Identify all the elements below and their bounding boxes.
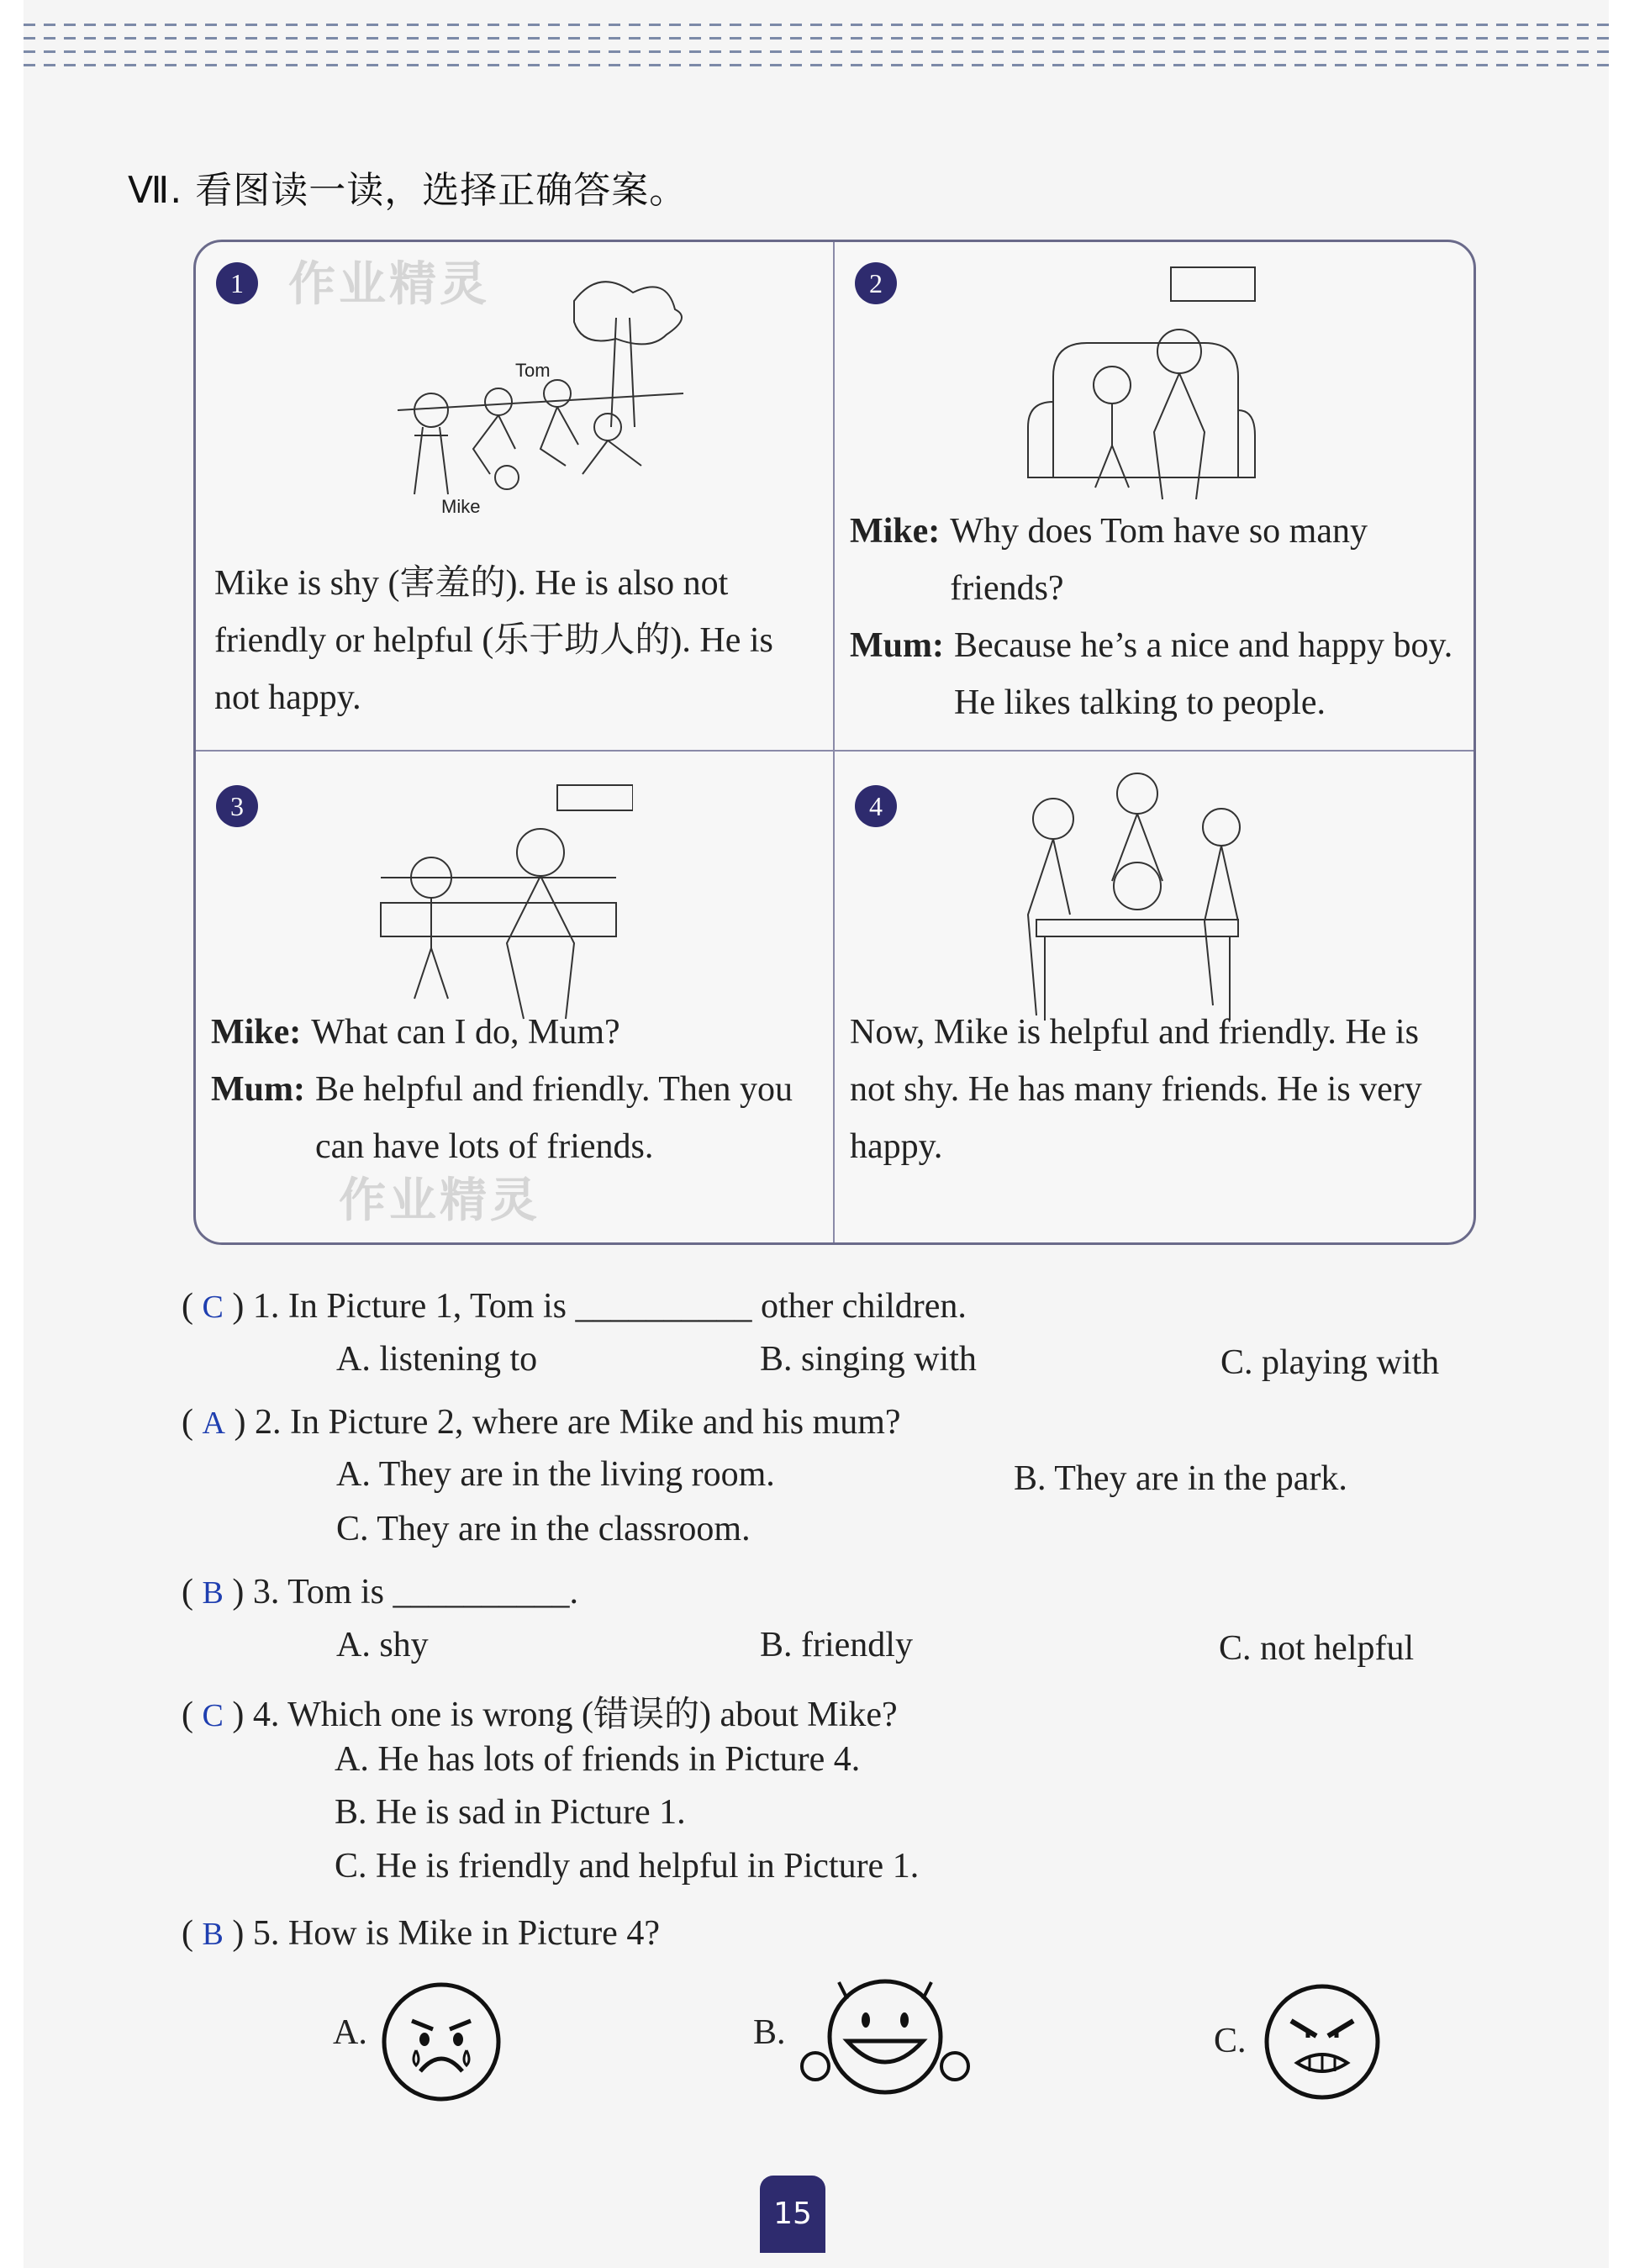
panel-1-text: Mike is shy (害羞的). He is also not friendly or helpful (乐于助人的). He is not happy. bbox=[214, 564, 773, 717]
panel-4-text: Now, Mike is helpful and friendly. He is not shy. He has many friends. He is very happy. bbox=[850, 1013, 1422, 1166]
option: C. They are in the classroom. bbox=[336, 1510, 751, 1548]
section-title: Ⅶ. 看图读一读，选择正确答案。 bbox=[128, 169, 688, 212]
panel-4 bbox=[835, 752, 1472, 1242]
panel-3-dialog bbox=[211, 1004, 816, 1175]
page-number: 15 bbox=[760, 2176, 825, 2253]
dialog-line bbox=[850, 503, 1455, 617]
option: C. not helpful bbox=[1219, 1629, 1415, 1668]
option: B. He is sad in Picture 1. bbox=[335, 1793, 686, 1832]
panel-number: 4 bbox=[855, 785, 897, 827]
picture-panels bbox=[193, 240, 1476, 1245]
question-stem: 3. Tom is __________. bbox=[252, 1573, 579, 1611]
question-stem: 2. In Picture 2, where are Mike and his mum? bbox=[254, 1403, 901, 1442]
answer-choice[interactable]: A bbox=[202, 1406, 225, 1441]
panel-number: 1 bbox=[216, 262, 258, 304]
option: B. singing with bbox=[760, 1340, 977, 1379]
answer-choice[interactable]: B bbox=[202, 1917, 224, 1952]
living-room-illustration bbox=[1003, 259, 1272, 511]
option: A. listening to bbox=[336, 1340, 538, 1379]
panel-2 bbox=[835, 242, 1472, 750]
question-stem: 4. Which one is wrong (错误的) about Mike? bbox=[252, 1696, 898, 1734]
happy-face-icon bbox=[797, 1974, 973, 2100]
panel-number: 3 bbox=[216, 785, 258, 827]
question-1: ( C ) 1. In Picture 1, Tom is __________ other children. bbox=[182, 1287, 967, 1326]
playground-illustration bbox=[364, 267, 692, 520]
sofa-talk-illustration bbox=[364, 777, 633, 1029]
speaker: Mum: bbox=[850, 626, 944, 665]
speaker: Mike: bbox=[850, 512, 941, 551]
angry-face-icon bbox=[1259, 1979, 1385, 2105]
watermark: 作业精灵 bbox=[339, 1174, 540, 1228]
dialog-text: Because he’s a nice and happy boy. He likes talking to people. bbox=[953, 626, 1453, 722]
option: A. shy bbox=[336, 1626, 429, 1664]
option: B. They are in the park. bbox=[1014, 1459, 1347, 1498]
answer-choice[interactable]: B bbox=[202, 1575, 224, 1611]
dialog-line bbox=[211, 1061, 816, 1175]
classroom-illustration bbox=[1003, 768, 1272, 1037]
option: C. bbox=[1214, 2022, 1247, 2060]
panel-1 bbox=[196, 242, 833, 750]
dialog-text: Why does Tom have so many friends? bbox=[950, 512, 1368, 608]
dialog-text: Be helpful and friendly. Then you can have lots of friends. bbox=[314, 1070, 793, 1166]
option: A. They are in the living room. bbox=[336, 1455, 775, 1494]
label-tom: Tom bbox=[515, 360, 551, 381]
option: B. bbox=[753, 2013, 786, 2052]
panel-3 bbox=[196, 752, 833, 1242]
watermark: 作业精灵 bbox=[288, 257, 490, 312]
speaker: Mike: bbox=[211, 1013, 302, 1052]
option: C. He is friendly and helpful in Picture 1. bbox=[335, 1847, 920, 1886]
panel-2-dialog bbox=[850, 503, 1455, 731]
option: A. He has lots of friends in Picture 4. bbox=[335, 1740, 861, 1779]
question-5: ( B ) 5. How is Mike in Picture 4? bbox=[182, 1914, 660, 1953]
option: C. playing with bbox=[1220, 1343, 1440, 1382]
question-stem: 1. In Picture 1, Tom is __________ other children. bbox=[252, 1287, 967, 1326]
answer-choice[interactable]: C bbox=[202, 1290, 224, 1325]
option: B. friendly bbox=[760, 1626, 913, 1664]
question-stem: 5. How is Mike in Picture 4? bbox=[252, 1914, 660, 1953]
dialog-line bbox=[850, 617, 1455, 731]
answer-choice[interactable]: C bbox=[202, 1698, 224, 1733]
dialog-text: What can I do, Mum? bbox=[311, 1013, 620, 1052]
panel-number: 2 bbox=[855, 262, 897, 304]
label-mike: Mike bbox=[441, 496, 481, 517]
question-4: ( C ) 4. Which one is wrong (错误的) about Mike? bbox=[182, 1696, 898, 1734]
speaker: Mum: bbox=[211, 1070, 305, 1109]
option: A. bbox=[333, 2013, 367, 2052]
question-2: ( A ) 2. In Picture 2, where are Mike and his mum? bbox=[182, 1403, 901, 1442]
dialog-line bbox=[211, 1004, 816, 1061]
dashed-header-border bbox=[24, 24, 1612, 67]
crying-face-icon bbox=[378, 1979, 504, 2105]
question-3: ( B ) 3. Tom is __________. bbox=[182, 1573, 579, 1611]
